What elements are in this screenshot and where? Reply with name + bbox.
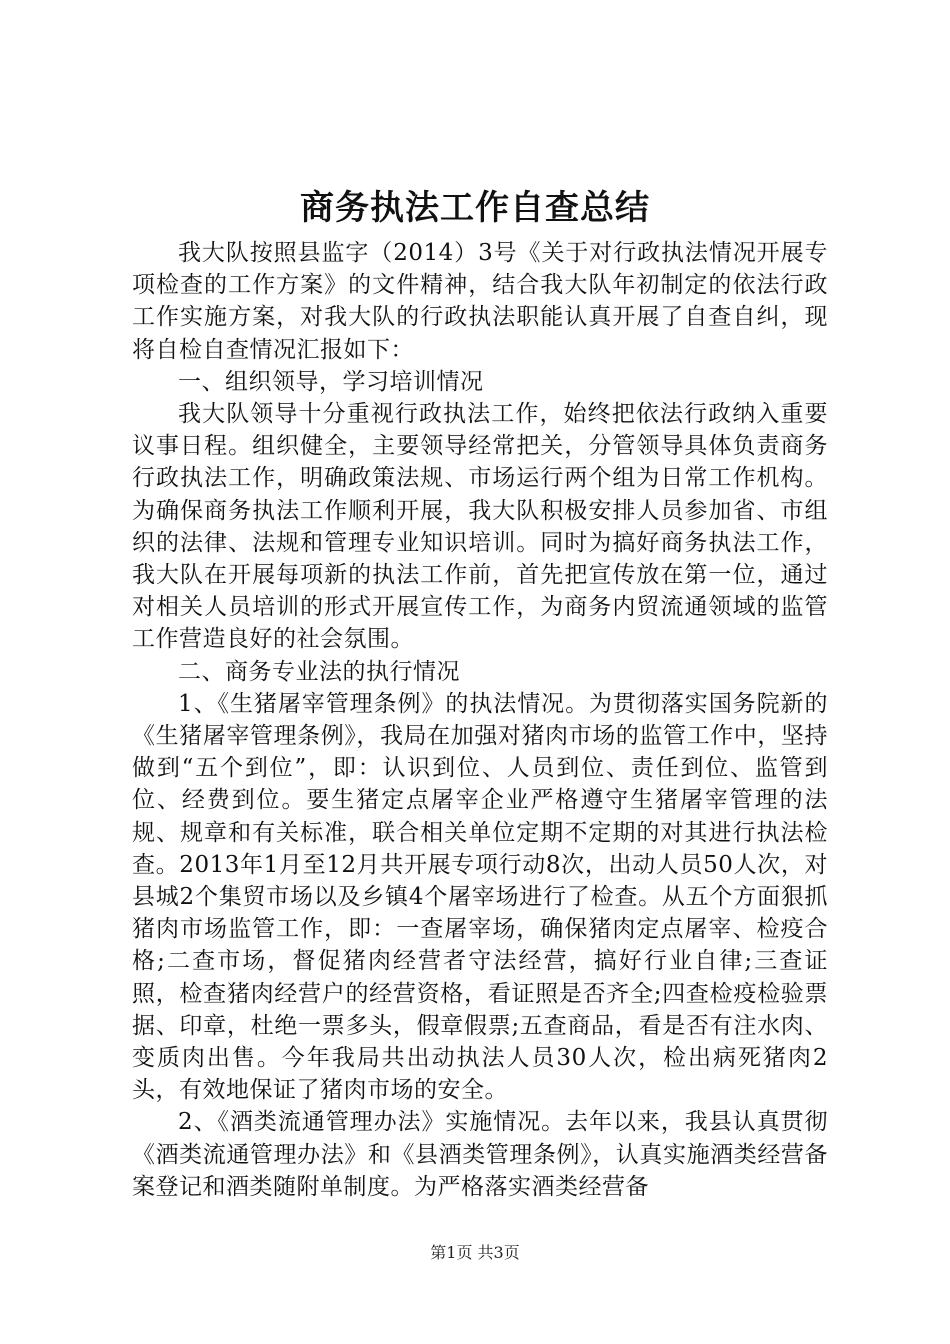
- section-2-item-2-paragraph: 2、《酒类流通管理办法》实施情况。去年以来，我县认真贯彻《酒类流通管理办法》和《县酒类管理条例》，认真实施酒类经营备案登记和酒类随附单制度。为严格落实酒类经营备: [132, 1109, 828, 1200]
- section-heading-1: 一、组织领导，学习培训情况: [178, 368, 484, 395]
- section-heading-2: 二、商务专业法的执行情况: [178, 658, 460, 685]
- section-2-item-1-paragraph: 1、《生猪屠宰管理条例》的执法情况。为贯彻落实国务院新的《生猪屠宰管理条例》，我局在加强对猪肉市场的监管工作中，坚持做到“五个到位”，即：认识到位、人员到位、责任到位、监管到位、经费到位。要生猪定点屠宰企业严格遵守生猪屠宰管理的法规、规章和有关标准，联合相关单位定期不定期的对其进行执法检查。2013年1月至12月共开展专项行动8次，出动人员50人次，对县城2个集贸市场以及乡镇4个屠宰场进行了检查。从五个方面狠抓猪肉市场监管工作，即：一查屠宰场，确保猪肉定点屠宰、检疫合格;二查市场，督促猪肉经营者守法经营，搞好行业自律;三查证照，检查猪肉经营户的经营资格，看证照是否齐全;四查检疫检验票据、印章，杜绝一票多头，假章假票;五查商品，看是否有注水肉、变质肉出售。今年我局共出动执法人员30人次，检出病死猪肉2头，有效地保证了猪肉市场的安全。: [132, 690, 828, 1104]
- intro-paragraph: 我大队按照县监字（2014）3号《关于对行政执法情况开展专项检查的工作方案》的文件精神，结合我大队年初制定的依法行政工作实施方案，对我大队的行政执法职能认真开展了自查自纠，现将自检自查情况汇报如下：: [132, 240, 828, 363]
- section-1-paragraph: 我大队领导十分重视行政执法工作，始终把依法行政纳入重要议事日程。组织健全，主要领导经常把关，分管领导具体负责商务行政执法工作，明确政策法规、市场运行两个组为日常工作机构。为确保商务执法工作顺利开展，我大队积极安排人员参加省、市组织的法律、法规和管理专业知识培训。同时为搞好商务执法工作，我大队在开展每项新的执法工作前，首先把宣传放在第一位，通过对相关人员培训的形式开展宣传工作，为商务内贸流通领域的监管工作营造良好的社会氛围。: [132, 401, 828, 653]
- page-footer: 第1页 共3页: [430, 1243, 520, 1262]
- document-title: 商务执法工作自查总结: [300, 188, 650, 228]
- document-body: [132, 237, 828, 1203]
